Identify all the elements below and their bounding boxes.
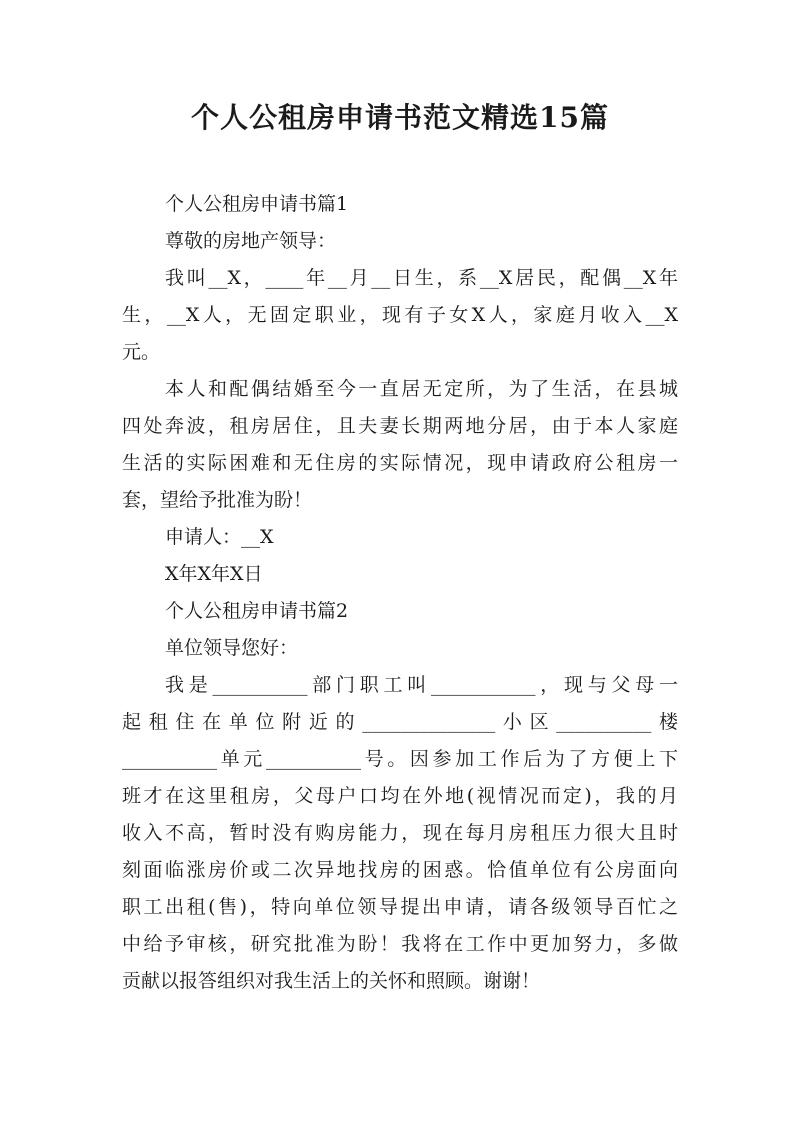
- paragraph-line: 元。: [122, 341, 161, 363]
- applicant-line: 申请人：__X: [165, 526, 274, 548]
- section-heading-2: 个人公租房申请书篇2: [165, 600, 349, 622]
- salutation-1: 尊敬的房地产领导：: [165, 230, 337, 252]
- document-title: 个人公租房申请书范文精选15篇: [191, 101, 609, 134]
- paragraph-line: 我是__________部门职工叫___________，现与父母一: [165, 674, 678, 696]
- paragraph-line: 贡献以报答组织对我生活上的关怀和照顾。谢谢！: [122, 970, 541, 992]
- paragraph-line: 职工出租(售)，特向单位领导提出申请，请各级领导百忙之: [122, 896, 678, 918]
- paragraph-line: 中给予审核，研究批准为盼！我将在工作中更加努力，多做: [122, 933, 678, 955]
- paragraph-line: 刻面临涨房价或二次异地找房的困惑。恰值单位有公房面向: [122, 859, 678, 881]
- paragraph-line: 生活的实际困难和无住房的实际情况，现申请政府公租房一: [122, 452, 678, 474]
- paragraph-line: 班才在这里租房，父母户口均在外地(视情况而定)，我的月: [122, 785, 678, 807]
- salutation-2: 单位领导您好：: [165, 637, 299, 659]
- paragraph-line: 生，__X人，无固定职业，现有子女X人，家庭月收入__X: [122, 304, 678, 326]
- paragraph-line: 起租住在单位附近的______________小区__________楼: [122, 711, 678, 733]
- paragraph-line: 四处奔波，租房居住，且夫妻长期两地分居，由于本人家庭: [122, 415, 678, 437]
- paragraph-line: 我叫__X，____年__月__日生，系__X居民，配偶__X年: [165, 267, 678, 289]
- paragraph-line: 本人和配偶结婚至今一直居无定所，为了生活，在县城: [165, 378, 678, 400]
- paragraph-line: 收入不高，暂时没有购房能力，现在每月房租压力很大且时: [122, 822, 678, 844]
- document-body: [122, 186, 678, 1000]
- paragraph-line: 套，望给予批准为盼！: [122, 489, 313, 511]
- date-line: X年X年X日: [165, 563, 263, 585]
- paragraph-line: __________单元__________号。因参加工作后为了方便上下: [122, 748, 678, 770]
- section-heading-1: 个人公租房申请书篇1: [165, 193, 349, 215]
